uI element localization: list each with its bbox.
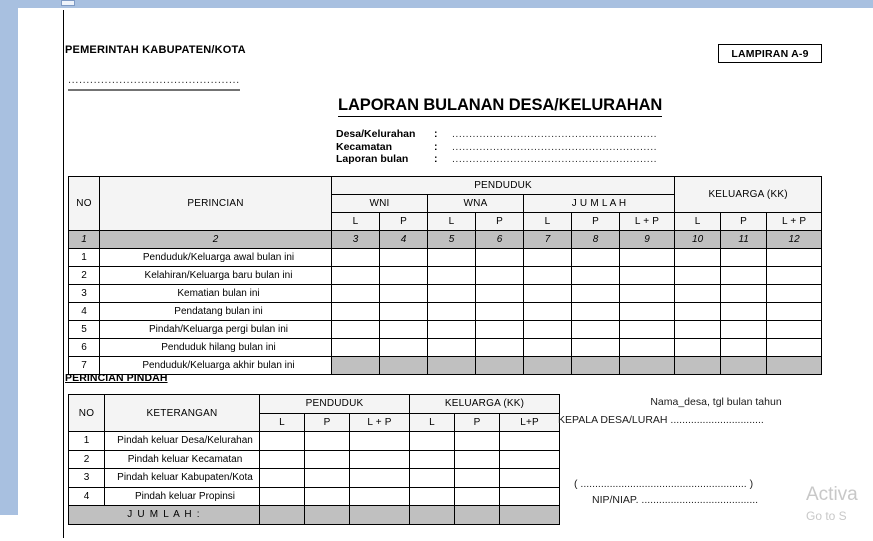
data-cell-jumlah-lp[interactable] <box>620 339 675 357</box>
main-header-row-1 <box>69 177 822 195</box>
data-cell-kk-l[interactable] <box>675 285 721 303</box>
data-cell-kk-l[interactable] <box>410 432 455 451</box>
data-cell-kk-p[interactable] <box>721 285 767 303</box>
data-cell-penduduk-p[interactable] <box>305 487 350 506</box>
signature-name-line: ( ......................................................... ) <box>574 478 754 490</box>
data-cell-wni-p[interactable] <box>380 249 428 267</box>
data-cell-penduduk-lp[interactable] <box>350 432 410 451</box>
identity-colon-desa: : <box>434 128 438 140</box>
row-number: 2 <box>69 267 100 285</box>
data-cell-kk-p[interactable] <box>721 249 767 267</box>
data-cell-kk-p[interactable] <box>455 432 500 451</box>
data-cell-jumlah-p[interactable] <box>572 321 620 339</box>
signature-place-date: Nama_desa, tgl bulan tahun <box>650 396 782 408</box>
data-cell-jumlah-lp[interactable] <box>620 321 675 339</box>
identity-label-kecamatan: Kecamatan <box>336 140 393 153</box>
data-cell-penduduk-l[interactable] <box>260 450 305 469</box>
main-subheader-jumlah-p: P <box>572 213 620 231</box>
data-cell-wni-l[interactable] <box>332 357 380 375</box>
column-number: 8 <box>572 231 620 249</box>
data-cell-wni-p[interactable] <box>380 303 428 321</box>
data-cell-wna-p[interactable] <box>476 357 524 375</box>
pindah-subheader-kk-p: P <box>455 413 500 432</box>
pindah-table <box>68 394 560 525</box>
data-cell-kk-l[interactable] <box>410 487 455 506</box>
data-cell-kk-lp[interactable] <box>500 487 560 506</box>
data-cell-wni-p[interactable] <box>380 357 428 375</box>
identity-value-bulan: ............................................................ <box>452 153 658 166</box>
table-row <box>69 487 560 506</box>
data-cell-penduduk-lp[interactable] <box>350 450 410 469</box>
table-row <box>69 450 560 469</box>
data-cell-kk-p[interactable] <box>455 450 500 469</box>
column-number: 11 <box>721 231 767 249</box>
activation-watermark-line1: Activa <box>806 484 858 505</box>
data-cell-jumlah-lp[interactable] <box>620 303 675 321</box>
total-cell-kk-l[interactable] <box>410 506 455 525</box>
row-number: 7 <box>69 357 100 375</box>
data-cell-kk-lp[interactable] <box>500 450 560 469</box>
total-cell-kk-lp[interactable] <box>500 506 560 525</box>
data-cell-kk-lp[interactable] <box>767 357 822 375</box>
data-cell-jumlah-l[interactable] <box>524 285 572 303</box>
row-label: Kelahiran/Keluarga baru bulan ini <box>100 267 332 285</box>
data-cell-jumlah-l[interactable] <box>524 321 572 339</box>
data-cell-kk-l[interactable] <box>675 249 721 267</box>
row-number: 6 <box>69 339 100 357</box>
table-row <box>69 432 560 451</box>
document-sheet <box>64 8 873 541</box>
data-cell-penduduk-p[interactable] <box>305 450 350 469</box>
row-number: 5 <box>69 321 100 339</box>
data-cell-kk-p[interactable] <box>721 267 767 285</box>
main-header-keluarga: KELUARGA (KK) <box>675 177 822 213</box>
data-cell-jumlah-lp[interactable] <box>620 249 675 267</box>
row-number: 4 <box>69 487 105 506</box>
pindah-header-keterangan: KETERANGAN <box>105 395 260 432</box>
data-cell-jumlah-l[interactable] <box>524 339 572 357</box>
main-header-jumlah: J U M L A H <box>524 195 675 213</box>
main-subheader-kk-l: L <box>675 213 721 231</box>
data-cell-kk-lp[interactable] <box>767 267 822 285</box>
main-subheader-jumlah-l: L <box>524 213 572 231</box>
data-cell-penduduk-p[interactable] <box>305 432 350 451</box>
identity-colon-bulan: : <box>434 153 438 166</box>
data-cell-kk-lp[interactable] <box>767 321 822 339</box>
column-number: 6 <box>476 231 524 249</box>
data-cell-wna-l[interactable] <box>428 321 476 339</box>
main-header-wna: WNA <box>428 195 524 213</box>
ruler-tab-marker <box>61 0 75 6</box>
government-underline <box>68 89 240 91</box>
row-label: Pindah keluar Propinsi <box>105 487 260 506</box>
identity-row-kecamatan <box>336 141 660 154</box>
row-label: Pindah/Keluarga pergi bulan ini <box>100 321 332 339</box>
government-heading: PEMERINTAH KABUPATEN/KOTA <box>65 44 246 56</box>
activation-watermark-line2: Go to S <box>806 509 847 523</box>
data-cell-kk-lp[interactable] <box>767 339 822 357</box>
data-cell-wna-l[interactable] <box>428 339 476 357</box>
data-cell-wna-p[interactable] <box>476 321 524 339</box>
column-number: 10 <box>675 231 721 249</box>
main-subheader-wni-p: P <box>380 213 428 231</box>
data-cell-wna-l[interactable] <box>428 249 476 267</box>
data-cell-jumlah-lp[interactable] <box>620 357 675 375</box>
data-cell-kk-lp[interactable] <box>767 249 822 267</box>
pindah-header-keluarga: KELUARGA (KK) <box>410 395 560 414</box>
column-number: 1 <box>69 231 100 249</box>
row-label: Kematian bulan ini <box>100 285 332 303</box>
main-report-table <box>68 176 822 375</box>
row-label: Pindah keluar Kecamatan <box>105 450 260 469</box>
column-number: 2 <box>100 231 332 249</box>
pindah-subheader-kk-lp: L+P <box>500 413 560 432</box>
table-row <box>69 249 822 267</box>
government-dotted-line: ............................................... <box>68 74 240 86</box>
row-number: 3 <box>69 285 100 303</box>
identity-row-bulan <box>336 153 660 166</box>
table-row <box>69 321 822 339</box>
row-label: Penduduk hilang bulan ini <box>100 339 332 357</box>
attachment-label: LAMPIRAN A-9 <box>731 47 809 60</box>
data-cell-kk-l[interactable] <box>675 303 721 321</box>
row-number: 1 <box>69 249 100 267</box>
data-cell-jumlah-l[interactable] <box>524 303 572 321</box>
main-subheader-wna-l: L <box>428 213 476 231</box>
table-row <box>69 357 822 375</box>
data-cell-jumlah-p[interactable] <box>572 285 620 303</box>
pindah-header-no: NO <box>69 395 105 432</box>
data-cell-jumlah-l[interactable] <box>524 267 572 285</box>
data-cell-jumlah-l[interactable] <box>524 357 572 375</box>
data-cell-wni-p[interactable] <box>380 267 428 285</box>
data-cell-wni-l[interactable] <box>332 249 380 267</box>
data-cell-wna-l[interactable] <box>428 267 476 285</box>
data-cell-jumlah-lp[interactable] <box>620 267 675 285</box>
main-subheader-wni-l: L <box>332 213 380 231</box>
identity-label-desa: Desa/Kelurahan <box>336 128 416 140</box>
total-cell-penduduk-lp[interactable] <box>350 506 410 525</box>
data-cell-wni-l[interactable] <box>332 303 380 321</box>
data-cell-wni-p[interactable] <box>380 321 428 339</box>
data-cell-kk-l[interactable] <box>675 339 721 357</box>
data-cell-wni-l[interactable] <box>332 321 380 339</box>
row-label: Pindah keluar Kabupaten/Kota <box>105 469 260 488</box>
pindah-header-penduduk: PENDUDUK <box>260 395 410 414</box>
data-cell-kk-lp[interactable] <box>767 303 822 321</box>
data-cell-wna-p[interactable] <box>476 285 524 303</box>
data-cell-penduduk-l[interactable] <box>260 469 305 488</box>
signature-role: KEPALA DESA/LURAH ................................ <box>558 414 764 426</box>
data-cell-wni-p[interactable] <box>380 285 428 303</box>
identity-row-desa <box>336 128 660 141</box>
pindah-subheader-penduduk-p: P <box>305 413 350 432</box>
data-cell-jumlah-p[interactable] <box>572 357 620 375</box>
pindah-total-label: J U M L A H : <box>69 506 260 525</box>
identity-colon-kecamatan: : <box>434 140 438 153</box>
pindah-header-row-1 <box>69 395 560 414</box>
data-cell-penduduk-l[interactable] <box>260 487 305 506</box>
identity-block <box>336 128 660 166</box>
data-cell-kk-lp[interactable] <box>500 432 560 451</box>
signature-block <box>554 396 854 506</box>
column-number: 4 <box>380 231 428 249</box>
total-cell-penduduk-l[interactable] <box>260 506 305 525</box>
data-cell-kk-p[interactable] <box>721 357 767 375</box>
data-cell-penduduk-l[interactable] <box>260 432 305 451</box>
data-cell-wni-p[interactable] <box>380 339 428 357</box>
row-label: Penduduk/Keluarga awal bulan ini <box>100 249 332 267</box>
page-title: LAPORAN BULANAN DESA/KELURAHAN <box>338 96 662 117</box>
window-top-band <box>0 0 873 8</box>
window-left-band <box>0 8 18 515</box>
data-cell-wna-l[interactable] <box>428 357 476 375</box>
row-number: 1 <box>69 432 105 451</box>
data-cell-jumlah-p[interactable] <box>572 249 620 267</box>
data-cell-wna-p[interactable] <box>476 339 524 357</box>
data-cell-wni-l[interactable] <box>332 285 380 303</box>
data-cell-kk-lp[interactable] <box>767 285 822 303</box>
data-cell-wna-l[interactable] <box>428 303 476 321</box>
identity-value-kecamatan: ............................................................ <box>452 140 658 153</box>
data-cell-jumlah-lp[interactable] <box>620 285 675 303</box>
column-number: 5 <box>428 231 476 249</box>
data-cell-wna-l[interactable] <box>428 285 476 303</box>
data-cell-jumlah-p[interactable] <box>572 267 620 285</box>
column-number: 9 <box>620 231 675 249</box>
main-subheader-kk-lp: L + P <box>767 213 822 231</box>
main-header-wni: WNI <box>332 195 428 213</box>
data-cell-wna-p[interactable] <box>476 249 524 267</box>
data-cell-penduduk-p[interactable] <box>305 469 350 488</box>
data-cell-jumlah-p[interactable] <box>572 339 620 357</box>
data-cell-kk-l[interactable] <box>675 357 721 375</box>
main-header-penduduk: PENDUDUK <box>332 177 675 195</box>
attachment-box <box>718 44 822 63</box>
data-cell-kk-p[interactable] <box>721 303 767 321</box>
table-row <box>69 267 822 285</box>
data-cell-kk-p[interactable] <box>455 469 500 488</box>
data-cell-wni-l[interactable] <box>332 339 380 357</box>
table-row <box>69 303 822 321</box>
main-header-no: NO <box>69 177 100 231</box>
data-cell-kk-p[interactable] <box>721 321 767 339</box>
identity-value-desa: ............................................................ <box>452 128 658 140</box>
data-cell-wna-p[interactable] <box>476 303 524 321</box>
pindah-subheader-penduduk-l: L <box>260 413 305 432</box>
table-row <box>69 285 822 303</box>
row-number: 3 <box>69 469 105 488</box>
main-subheader-kk-p: P <box>721 213 767 231</box>
data-cell-kk-l[interactable] <box>675 267 721 285</box>
table-row <box>69 469 560 488</box>
row-number: 4 <box>69 303 100 321</box>
main-header-perincian: PERINCIAN <box>100 177 332 231</box>
column-number: 12 <box>767 231 822 249</box>
data-cell-kk-p[interactable] <box>721 339 767 357</box>
pindah-subheader-kk-l: L <box>410 413 455 432</box>
row-label: Pendatang bulan ini <box>100 303 332 321</box>
data-cell-penduduk-lp[interactable] <box>350 487 410 506</box>
data-cell-kk-l[interactable] <box>675 321 721 339</box>
data-cell-penduduk-lp[interactable] <box>350 469 410 488</box>
section-title-perincian-pindah: PERINCIAN PINDAH <box>65 372 168 384</box>
row-label: Penduduk/Keluarga akhir bulan ini <box>100 357 332 375</box>
main-subheader-wna-p: P <box>476 213 524 231</box>
main-column-number-row <box>69 231 822 249</box>
data-cell-kk-p[interactable] <box>455 487 500 506</box>
row-label: Pindah keluar Desa/Kelurahan <box>105 432 260 451</box>
data-cell-kk-l[interactable] <box>410 469 455 488</box>
total-cell-kk-p[interactable] <box>455 506 500 525</box>
main-subheader-jumlah-lp: L + P <box>620 213 675 231</box>
column-number: 7 <box>524 231 572 249</box>
pindah-total-row <box>69 506 560 525</box>
row-number: 2 <box>69 450 105 469</box>
data-cell-kk-l[interactable] <box>410 450 455 469</box>
data-cell-kk-lp[interactable] <box>500 469 560 488</box>
table-row <box>69 339 822 357</box>
data-cell-jumlah-p[interactable] <box>572 303 620 321</box>
pindah-subheader-penduduk-lp: L + P <box>350 413 410 432</box>
total-cell-penduduk-p[interactable] <box>305 506 350 525</box>
data-cell-jumlah-l[interactable] <box>524 249 572 267</box>
column-number: 3 <box>332 231 380 249</box>
data-cell-wna-p[interactable] <box>476 267 524 285</box>
signature-nip-line: NIP/NIAP. ........................................ <box>592 494 759 506</box>
identity-label-bulan: Laporan bulan <box>336 153 409 166</box>
data-cell-wni-l[interactable] <box>332 267 380 285</box>
